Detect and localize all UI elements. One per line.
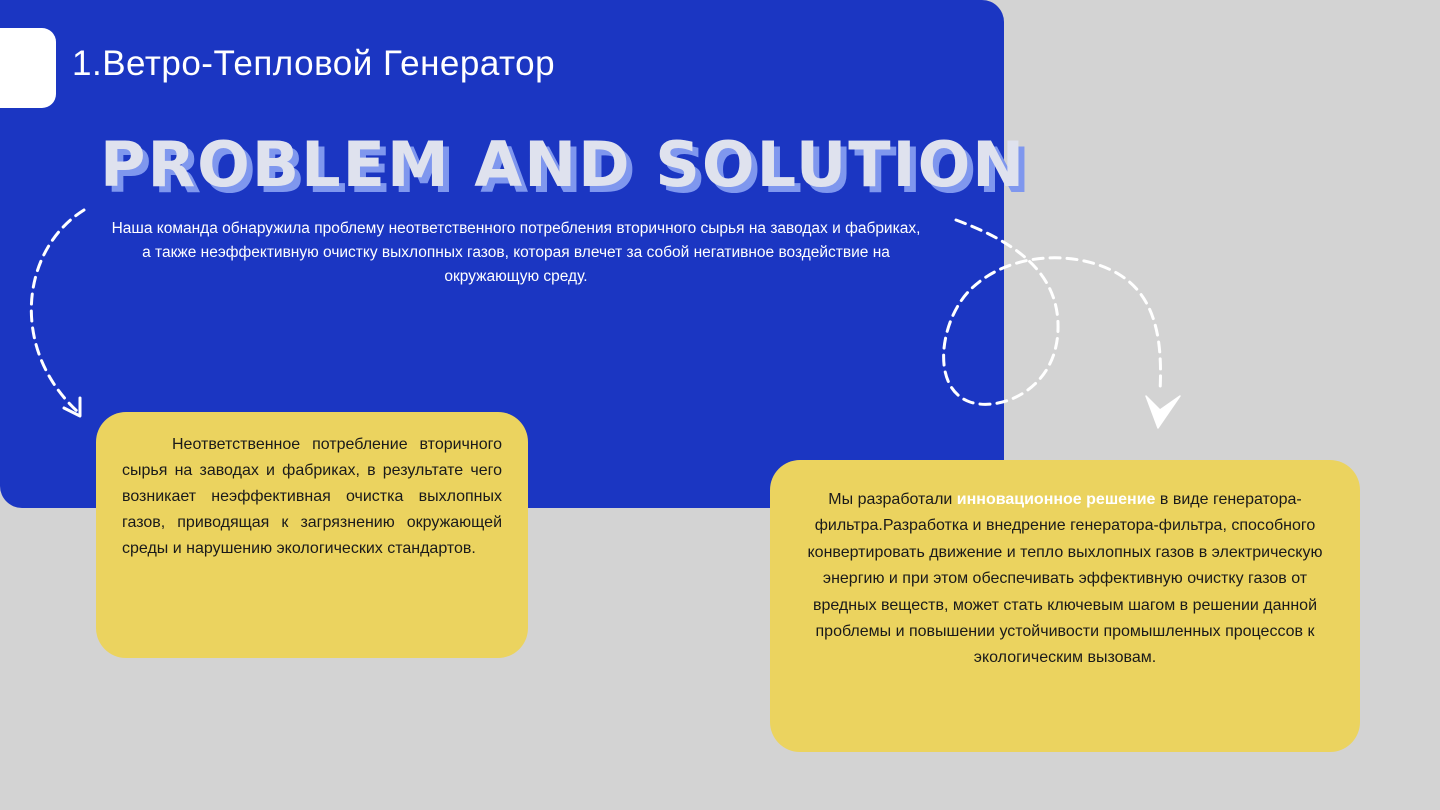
- intro-text: Наша команда обнаружила проблему неответственного потребления вторичного сырья на заводах и фабриках, а также неэффективную очистку выхлопных газов, которая влечет за собой негативное воздействие на окружающую среду.: [111, 220, 921, 285]
- headline: PROBLEM AND SOLUTION: [100, 128, 1027, 201]
- solution-text-before: Мы разработали: [828, 491, 957, 508]
- problem-card: [96, 412, 528, 658]
- problem-text: Неответственное потребление вторичного сырья на заводах и фабриках, в результате чего возникает неэффективная очистка выхлопных газов, приводящая к загрязнению окружающей среды и нарушению экологических стандартов.: [122, 436, 502, 557]
- slide-title: 1.Ветро-Тепловой Генератор: [72, 44, 556, 83]
- solution-text-after: в виде генератора-фильтра.Разработка и внедрение генератора-фильтра, способного конвертировать движение и тепло выхлопных газов в электрическую энергию и при этом обеспечивать эффективную очистку газов от вредных веществ, может стать ключевым шагом в решении данной проблемы и повышении устойчивости промышленных процессов к экологическим вызовам.: [807, 491, 1323, 667]
- solution-card: [770, 460, 1360, 752]
- white-tab-decoration: [0, 28, 56, 108]
- solution-highlight: инновационное решение: [956, 491, 1156, 508]
